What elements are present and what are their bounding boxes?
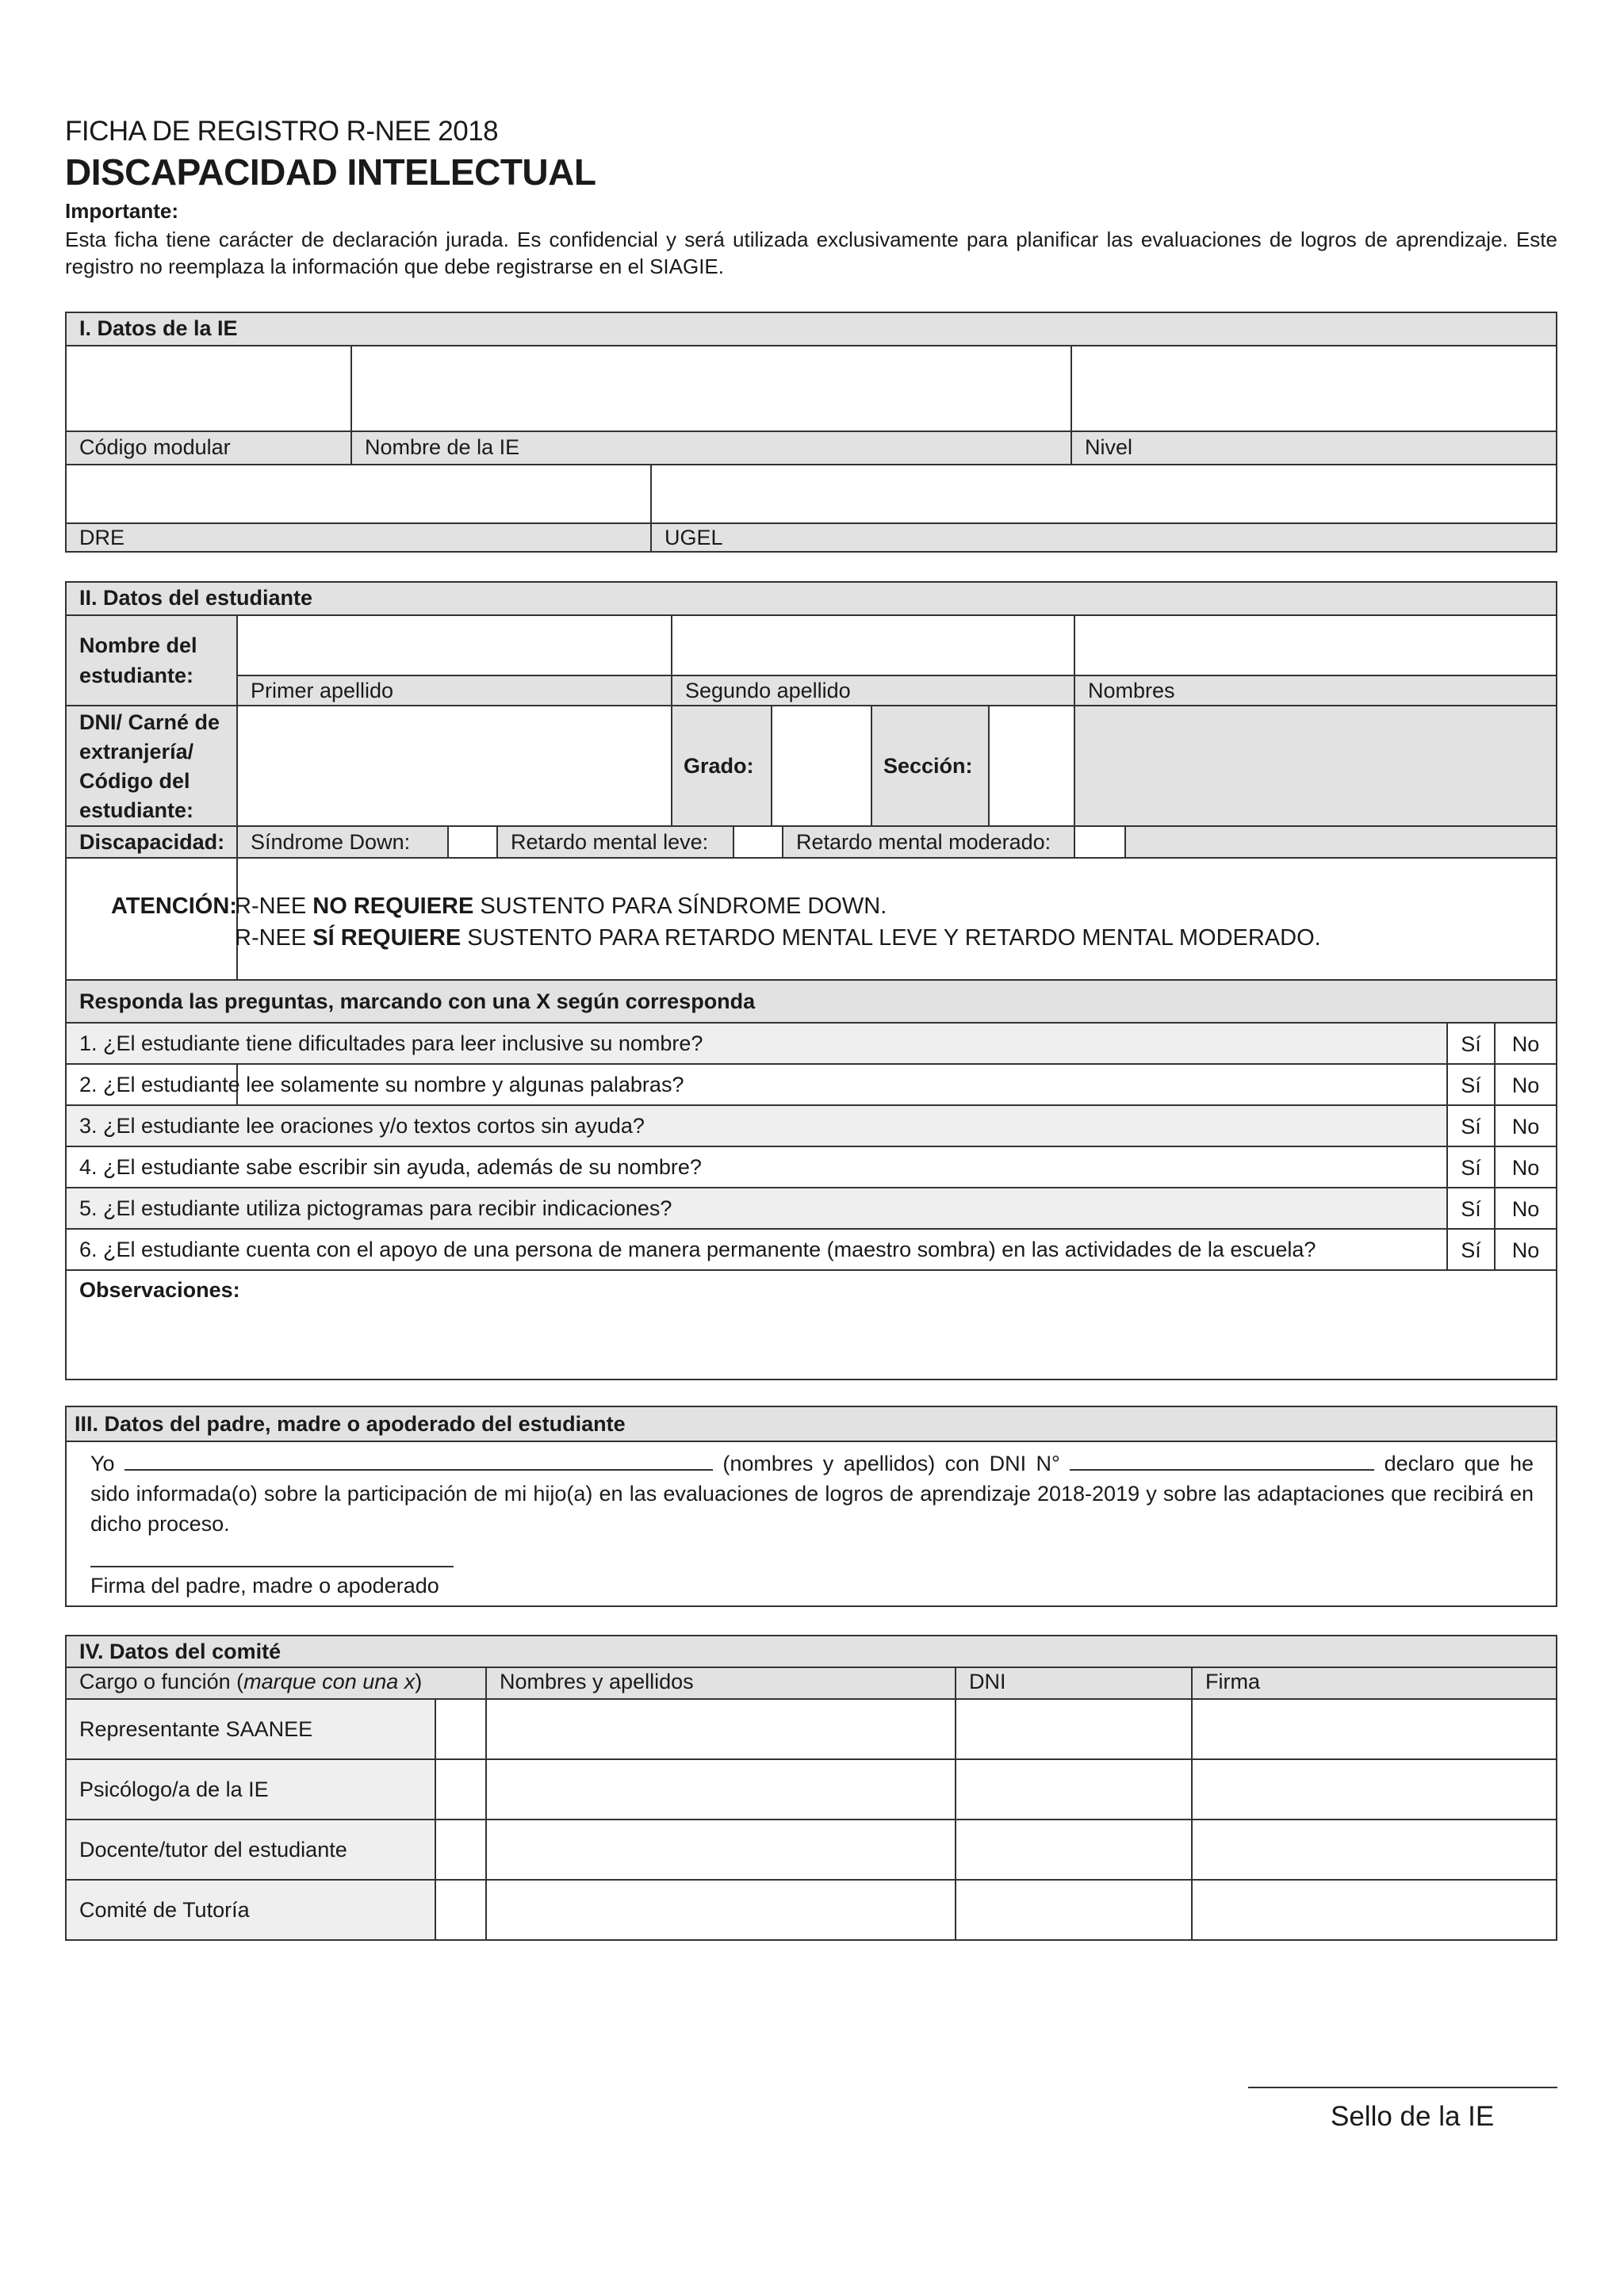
section-committee-title: IV. Datos del comité	[67, 1636, 1556, 1667]
declaration-text: (nombres y apellidos) con DNI N°	[712, 1452, 1071, 1475]
question-4: 4. ¿El estudiante sabe escribir sin ayuda, además de su nombre?	[79, 1155, 702, 1179]
section-student-title: II. Datos del estudiante	[67, 583, 1556, 614]
blank-gray-cell	[1126, 827, 1556, 857]
dni-label: DNI/ Carné de extranjería/ Código del estudiante:	[67, 706, 236, 825]
nombres-input[interactable]	[1075, 616, 1556, 675]
sello-label: Sello de la IE	[1331, 2101, 1495, 2132]
psicologo-dni-input[interactable]	[956, 1760, 1191, 1819]
observaciones-label: Observaciones:	[79, 1278, 240, 1302]
note-text: R-NEE	[235, 925, 313, 951]
section-committee	[65, 1635, 1557, 1941]
saanee-nombre-input[interactable]	[487, 1700, 955, 1758]
declaration-text: Yo	[90, 1452, 124, 1475]
primer-apellido-label: Primer apellido	[238, 676, 671, 705]
form-title: DISCAPACIDAD INTELECTUAL	[65, 151, 596, 193]
segundo-apellido-label: Segundo apellido	[672, 676, 1074, 705]
nivel-input[interactable]	[1072, 346, 1556, 430]
note-emphasis: SÍ REQUIERE	[312, 925, 462, 951]
grado-input[interactable]	[772, 706, 871, 825]
q5-no-option[interactable]: No	[1511, 1197, 1540, 1221]
ugel-input[interactable]	[652, 465, 1556, 522]
committee-row-docente: Docente/tutor del estudiante	[67, 1820, 435, 1879]
question-6: 6. ¿El estudiante cuenta con el apoyo de una persona de manera permanente (maestro sombra) en las actividades de la escuela?	[79, 1238, 1316, 1261]
header-text: Cargo o función (	[79, 1670, 244, 1693]
nombre-ie-label: Nombre de la IE	[352, 432, 1071, 464]
tutoria-checkbox[interactable]	[436, 1881, 485, 1939]
psicologo-nombre-input[interactable]	[487, 1760, 955, 1819]
dre-input[interactable]	[67, 465, 650, 522]
q2-si-option[interactable]: Sí	[1461, 1073, 1481, 1097]
header-text-italic: marque con una x	[243, 1670, 416, 1693]
nivel-label: Nivel	[1072, 432, 1556, 464]
declaration-text: declaro que he sido informada(o) sobre la participación de mi hijo(a) en las evaluaciones de logros de aprendizaje 2018-2019 y sobre las adaptaciones que recibirá en dicho proceso.	[90, 1452, 1534, 1536]
q1-si-option[interactable]: Sí	[1461, 1032, 1481, 1056]
atencion-line-2	[235, 922, 1321, 954]
tutoria-nombre-input[interactable]	[487, 1881, 955, 1939]
seccion-label: Sección:	[872, 706, 988, 825]
q4-si-option[interactable]: Sí	[1461, 1156, 1481, 1180]
question-3: 3. ¿El estudiante lee oraciones y/o textos cortos sin ayuda?	[67, 1106, 1446, 1146]
section-guardian	[65, 1406, 1557, 1607]
student-name-label: Nombre del estudiante:	[67, 616, 236, 732]
q4-no-option[interactable]: No	[1511, 1156, 1540, 1180]
q2-no-option[interactable]: No	[1511, 1073, 1540, 1097]
section-ie	[65, 312, 1557, 553]
seccion-input[interactable]	[990, 706, 1074, 825]
sindrome-down-checkbox[interactable]	[449, 827, 496, 857]
atencion-line-1	[235, 890, 887, 922]
guardian-name-field[interactable]	[124, 1452, 713, 1471]
saanee-dni-input[interactable]	[956, 1700, 1191, 1758]
q3-no-option[interactable]: No	[1511, 1115, 1540, 1138]
q5-si-option[interactable]: Sí	[1461, 1197, 1481, 1221]
committee-row-tutoria: Comité de Tutoría	[67, 1881, 435, 1939]
dni-header: DNI	[956, 1667, 1191, 1698]
section-guardian-title: III. Datos del padre, madre o apoderado del estudiante	[67, 1407, 1556, 1441]
docente-nombre-input[interactable]	[487, 1820, 955, 1879]
note-text: SUSTENTO PARA RETARDO MENTAL LEVE Y RETARDO MENTAL MODERADO.	[461, 925, 1321, 951]
committee-row-saanee: Representante SAANEE	[67, 1700, 435, 1758]
grado-label: Grado:	[672, 706, 771, 825]
tutoria-firma-input[interactable]	[1193, 1881, 1556, 1939]
important-body: Esta ficha tiene carácter de declaración jurada. Es confidencial y será utilizada exclusivamente para planificar las evaluaciones de logros de aprendizaje. Este registro no reemplaza la información que debe registrarse en el SIAGIE.	[65, 228, 1557, 278]
dni-input[interactable]	[238, 706, 671, 825]
section-ie-title: I. Datos de la IE	[67, 313, 1556, 345]
retardo-leve-label: Retardo mental leve:	[498, 827, 733, 857]
guardian-declaration	[90, 1448, 1534, 1539]
questions-heading: Responda las preguntas, marcando con una X según corresponda	[67, 981, 1556, 1022]
sello-line[interactable]	[1248, 2087, 1557, 2088]
retardo-leve-checkbox[interactable]	[734, 827, 782, 857]
note-text: SUSTENTO PARA SÍNDROME DOWN.	[473, 894, 887, 919]
codigo-modular-label: Código modular	[67, 432, 350, 464]
form-subtitle: FICHA DE REGISTRO R-NEE 2018	[65, 116, 499, 147]
retardo-moderado-checkbox[interactable]	[1075, 827, 1124, 857]
section-student	[65, 581, 1557, 1380]
tutoria-dni-input[interactable]	[956, 1881, 1191, 1939]
note-text: R-NEE	[235, 894, 313, 919]
docente-checkbox[interactable]	[436, 1820, 485, 1879]
atencion-label: ATENCIÓN:	[111, 894, 237, 919]
guardian-dni-field[interactable]	[1070, 1452, 1374, 1471]
important-title: Importante:	[65, 199, 178, 223]
nombres-label: Nombres	[1075, 676, 1556, 705]
discapacidad-label: Discapacidad:	[67, 827, 236, 857]
segundo-apellido-input[interactable]	[672, 616, 1074, 675]
q6-si-option[interactable]: Sí	[1461, 1238, 1481, 1262]
note-emphasis: NO REQUIERE	[312, 894, 474, 919]
psicologo-checkbox[interactable]	[436, 1760, 485, 1819]
docente-firma-input[interactable]	[1193, 1820, 1556, 1879]
psicologo-firma-input[interactable]	[1193, 1760, 1556, 1819]
header-text: )	[415, 1670, 423, 1693]
ugel-label: UGEL	[652, 524, 1556, 551]
saanee-checkbox[interactable]	[436, 1700, 485, 1758]
committee-row-psicologo: Psicólogo/a de la IE	[67, 1760, 435, 1819]
guardian-signature-label: Firma del padre, madre o apoderado	[90, 1574, 439, 1598]
cargo-header	[67, 1667, 485, 1698]
q1-no-option[interactable]: No	[1511, 1032, 1540, 1056]
question-1: 1. ¿El estudiante tiene dificultades para leer inclusive su nombre?	[67, 1024, 1446, 1063]
q3-si-option[interactable]: Sí	[1461, 1115, 1481, 1138]
blank-gray-cell	[1075, 706, 1556, 825]
sindrome-down-label: Síndrome Down:	[238, 827, 447, 857]
signature-line[interactable]	[90, 1566, 454, 1567]
codigo-modular-input[interactable]	[67, 346, 350, 430]
firma-header: Firma	[1193, 1667, 1556, 1698]
q6-no-option[interactable]: No	[1511, 1238, 1540, 1262]
saanee-firma-input[interactable]	[1193, 1700, 1556, 1758]
question-2: 2. ¿El estudiante lee solamente su nombre y algunas palabras?	[79, 1073, 684, 1096]
observaciones-input[interactable]	[67, 1306, 1556, 1379]
nombre-ie-input[interactable]	[352, 346, 1071, 430]
retardo-moderado-label: Retardo mental moderado:	[783, 827, 1074, 857]
question-5: 5. ¿El estudiante utiliza pictogramas para recibir indicaciones?	[67, 1188, 1446, 1228]
primer-apellido-input[interactable]	[238, 616, 671, 675]
nombres-header: Nombres y apellidos	[487, 1667, 955, 1698]
dre-label: DRE	[67, 524, 650, 551]
docente-dni-input[interactable]	[956, 1820, 1191, 1879]
